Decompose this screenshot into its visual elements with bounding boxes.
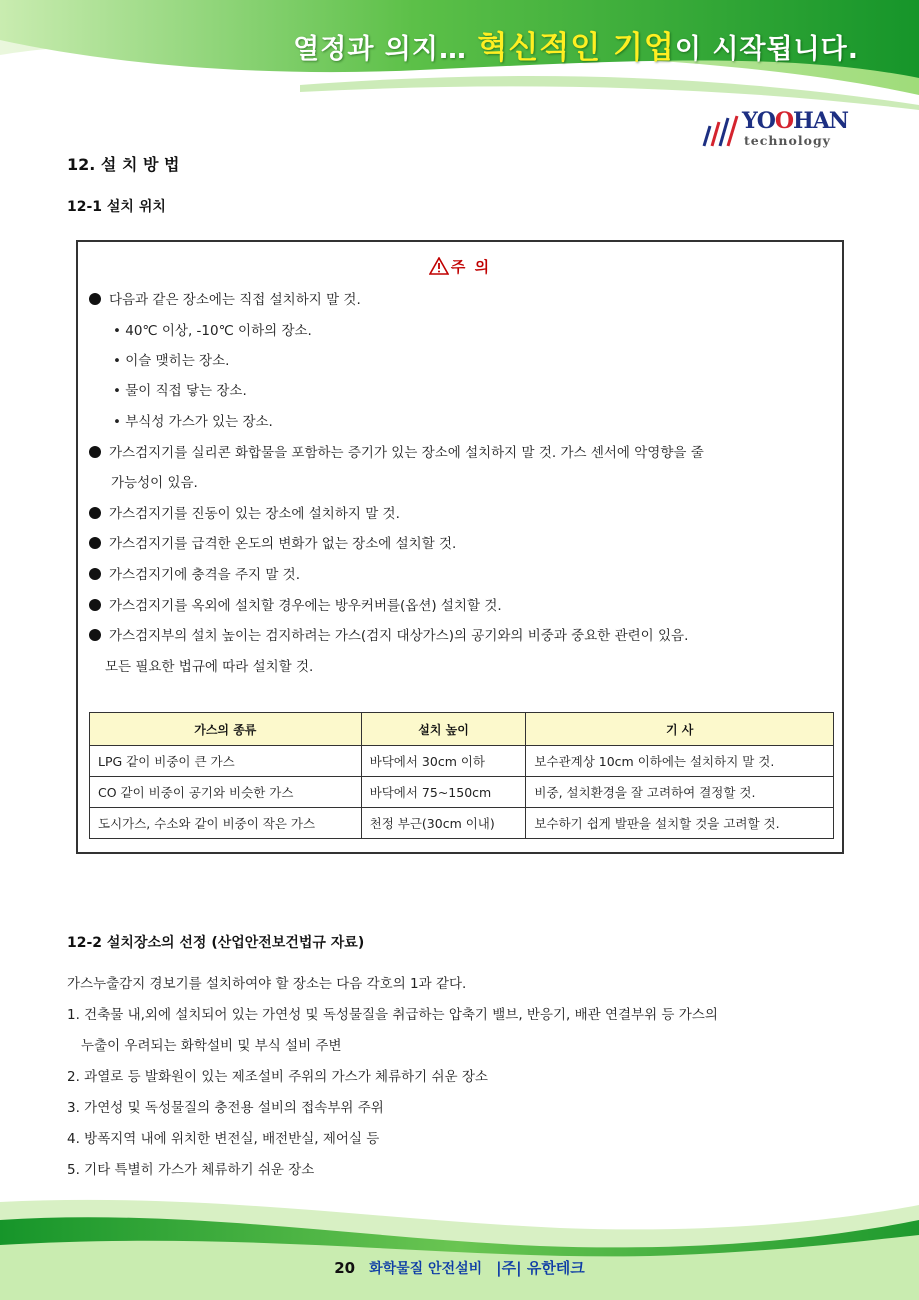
table-cell: 바닥에서 30cm 이하: [361, 746, 526, 777]
table-cell: CO 같이 비중이 공기와 비슷한 가스: [90, 777, 362, 808]
table-header: 기 사: [526, 713, 834, 746]
list-item-continuation: 누출이 우려되는 화학설비 및 부식 설비 주변: [81, 1038, 342, 1054]
bullet-icon: [89, 293, 101, 305]
list-item: 2. 과열로 등 발화원이 있는 제조설비 주위의 가스가 체류하기 쉬운 장소: [67, 1069, 488, 1085]
section-title: 12. 설 치 방 법: [67, 155, 180, 174]
table-cell: LPG 같이 비중이 큰 가스: [90, 746, 362, 777]
gas-installation-table: [89, 712, 834, 839]
list-item: 3. 가연성 및 독성물질의 충전용 설비의 접속부위 주위: [67, 1100, 384, 1116]
subsection-title-site-selection: 12-2 설치장소의 선정 (산업안전보건법규 자료): [67, 935, 365, 951]
table-row: [90, 746, 834, 777]
list-item: 1. 건축물 내,외에 설치되어 있는 가연성 및 독성물질을 취급하는 압축기 밸브, 반응기, 배관 연결부위 등 가스의: [67, 1007, 718, 1023]
table-cell: 천정 부근(30cm 이내): [361, 808, 526, 839]
table-cell: 보수하기 쉽게 발판을 설치할 것을 고려할 것.: [526, 808, 834, 839]
list-item: 4. 방폭지역 내에 위치한 변전실, 배전반실, 제어실 등: [67, 1131, 380, 1147]
table-cell: 도시가스, 수소와 같이 비중이 작은 가스: [90, 808, 362, 839]
footer-title: 화학물질 안전설비: [369, 1261, 483, 1277]
paragraph: 가스누출감지 경보기를 설치하여야 할 장소는 다음 각호의 1과 같다.: [67, 976, 467, 992]
table-header-row: [90, 713, 834, 746]
caution-item: 다음과 같은 장소에는 직접 설치하지 말 것.: [89, 288, 361, 308]
bullet-icon: [89, 446, 101, 458]
bullet-icon: [89, 507, 101, 519]
caution-subitem: • 이슬 맺히는 장소.: [113, 353, 230, 369]
table-cell: 보수관계상 10cm 이하에는 설치하지 말 것.: [526, 746, 834, 777]
warning-icon: [429, 257, 449, 275]
list-item: 5. 기타 특별히 가스가 체류하기 쉬운 장소: [67, 1162, 315, 1178]
caution-item: 가스검지기를 실리콘 화합물을 포함하는 증기가 있는 장소에 설치하지 말 것. 가스 센서에 악영향을 줄: [89, 441, 704, 461]
caution-subitem: • 40℃ 이상, -10℃ 이하의 장소.: [113, 323, 312, 339]
bullet-icon: [89, 537, 101, 549]
bullet-icon: [89, 568, 101, 580]
caution-box: [76, 240, 844, 854]
footer-company: |주| 유한테크: [496, 1259, 585, 1277]
caution-item: 가스검지기를 급격한 온도의 변화가 없는 장소에 설치할 것.: [89, 532, 456, 552]
header-slogan: 열정과 의지… 혁신적인 기업이 시작됩니다.: [293, 30, 859, 66]
page-number: 20: [334, 1259, 356, 1277]
caution-item-continuation: 모든 필요한 법규에 따라 설치할 것.: [105, 659, 314, 675]
bullet-icon: [89, 599, 101, 611]
logo-stripes-icon: [700, 112, 744, 152]
footer-wave-banner: [0, 1190, 919, 1300]
page-footer: [0, 1257, 919, 1278]
caution-item: 가스검지부의 설치 높이는 검지하려는 가스(검지 대상가스)의 공기와의 비중과 중요한 관련이 있음.: [89, 624, 688, 644]
table-header: 가스의 종류: [90, 713, 362, 746]
table-cell: 비중, 설치환경을 잘 고려하여 결정할 것.: [526, 777, 834, 808]
caution-item: 가스검지기에 충격을 주지 말 것.: [89, 563, 300, 583]
table-header: 설치 높이: [361, 713, 526, 746]
company-logo: YOOHAN technology: [700, 110, 860, 155]
caution-subitem: • 물이 직접 닿는 장소.: [113, 383, 247, 399]
table-cell: 바닥에서 75~150cm: [361, 777, 526, 808]
logo-subtitle: technology: [744, 133, 831, 148]
bullet-icon: [89, 629, 101, 641]
caution-item-continuation: 가능성이 있음.: [111, 475, 198, 491]
caution-title: 주 의: [78, 256, 842, 277]
caution-item: 가스검지기를 진동이 있는 장소에 설치하지 말 것.: [89, 502, 400, 522]
caution-item: 가스검지기를 옥외에 설치할 경우에는 방우커버를(옵션) 설치할 것.: [89, 594, 502, 614]
table-row: [90, 808, 834, 839]
caution-subitem: • 부식성 가스가 있는 장소.: [113, 414, 273, 430]
table-row: [90, 777, 834, 808]
subsection-title-installation-location: 12-1 설치 위치: [67, 199, 166, 215]
